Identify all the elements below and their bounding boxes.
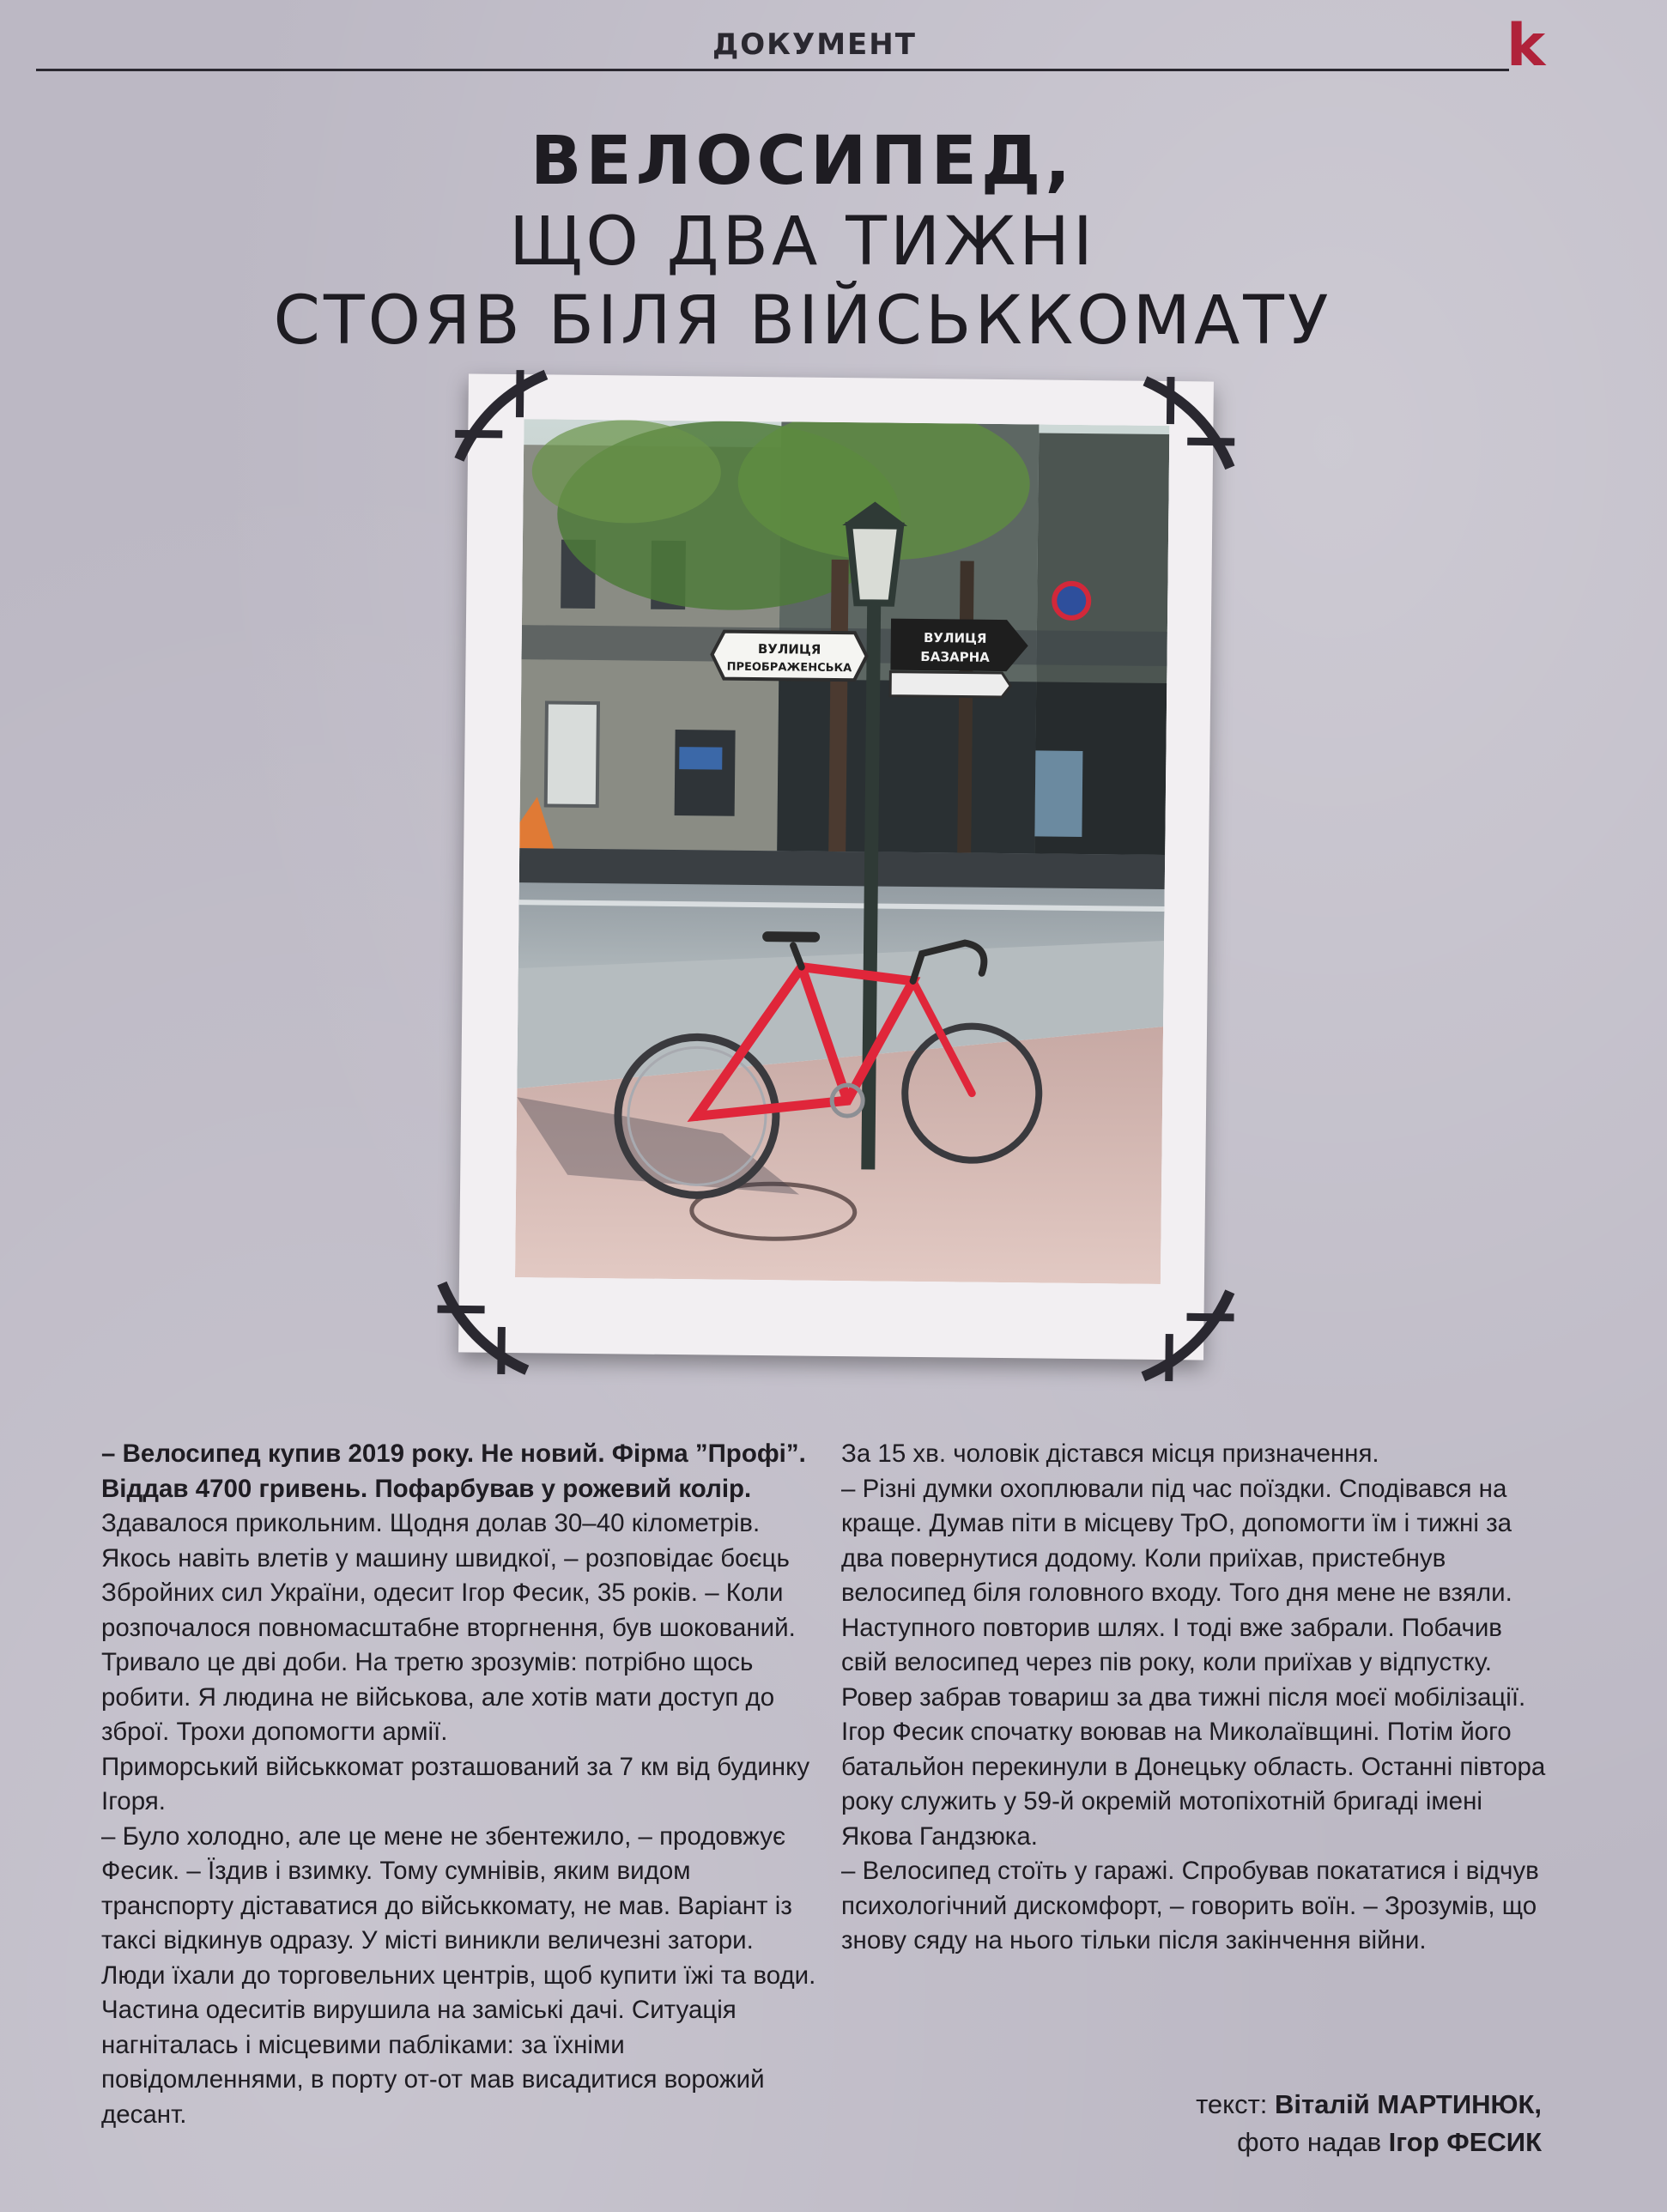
- photo-card: [458, 373, 1214, 1360]
- sign-left-line-1: ВУЛИЦЯ: [757, 641, 821, 658]
- paragraph: За 15 хв. чоловік дістався місця призначення.: [841, 1439, 1379, 1468]
- title-line-2: ЩО ДВА ТИЖНІ: [509, 203, 1096, 281]
- sign-left-line-2: ПРЕОБРАЖЕНСЬКА: [726, 660, 852, 676]
- article-column-left: [101, 1437, 824, 2132]
- header-rule: [36, 69, 1509, 71]
- brand-logo: k: [1506, 12, 1546, 80]
- paragraph: – Різні думки охоплювали під час поїздки. Сподівався на краще. Думав піти в місцеву ТрО, допомогти їм і тижні за два повернутися додому. Коли приїхав, пристебнув велосипед біля головного входу. Того дня мене не взяли. Наступного повторив шлях. І тоді вже забрали. Побачив свій велосипед через пів року, коли приїхав у відпустку. Ровер забрав товариш за два тижні після моєї мобілізації.: [841, 1474, 1526, 1712]
- street-photo-drawing: [515, 419, 1169, 1284]
- paragraph: – Було холодно, але це мене не збентежило, – продовжує Фесик. – Їздив і взимку. Тому сумнівів, яким видом транспорту діставатися до військкомату, не мав. Варіант із таксі відкинув одразу. У місті виникли величезні затори. Люди їхали до торговельних центрів, щоб купити їжі та води. Частина одеситів вирушила на заміські дачі. Ситуація нагніталась і місцевими пабліками: за їхніми повідомленнями, в порту от-от мав висадитися ворожий десант.: [101, 1821, 816, 2129]
- paragraph: – Велосипед стоїть у гаражі. Спробував покататися і відчув психологічний дискомфорт, – говорить воїн. – Зрозумів, що знову сяду на нього тільки після закінчення війни.: [841, 1857, 1539, 1954]
- street-lamp: [848, 525, 900, 603]
- section-label: ДОКУМЕНТ: [712, 27, 917, 62]
- photo-corner-bottom-right: [1109, 1256, 1240, 1386]
- text-credit-label: текст:: [1196, 2089, 1268, 2119]
- paragraph-lead: – Велосипед купив 2019 року. Не новий. Фірма ”Профі”. Віддав 4700 гривень. Пофарбував у рожевий колір.: [101, 1439, 806, 1503]
- sign-right-line-1: ВУЛИЦЯ: [923, 630, 987, 646]
- photo-credit-author: Ігор ФЕСИК: [1388, 2127, 1542, 2157]
- text-credit: [1196, 2086, 1542, 2124]
- title-line-3: СТОЯВ БІЛЯ ВІЙСЬККОМАТУ: [273, 282, 1332, 360]
- no-stopping-sign: [1054, 584, 1088, 618]
- street-photo: [515, 419, 1169, 1284]
- photo-credit: [1196, 2124, 1542, 2161]
- sign-right: [890, 619, 1028, 672]
- photo-corner-top-right: [1109, 372, 1240, 502]
- photo-corner-bottom-left: [433, 1249, 563, 1379]
- paragraph: Ігор Фесик спочатку воював на Миколаївщині. Потім його батальйон перекинули в Донецьку область. Останні півтора року служить у 59-й окремій мотопіхотній бригаді імені Якова Гандзюка.: [841, 1718, 1546, 1851]
- paragraph-text: Здавалося прикольним. Щодня долав 30–40 кілометрів. Якось навіть влетів у машину швидкої, – розповідає боєць Збройних сил України, одесит Ігор Фесик, 35 років. – Коли розпочалося повномасштабне вторгнення, був шокований. Тривало це дві доби. На третю зрозумів: потрібно щось робити. Я людина не військова, але хотів мати доступ до зброї. Трохи допомогти армії.: [101, 1509, 796, 1746]
- article-credits: [1196, 2086, 1542, 2161]
- text-credit-author: Віталій МАРТИНЮК,: [1275, 2089, 1542, 2119]
- photo-credit-label: фото надав: [1237, 2127, 1382, 2157]
- title-line-1: ВЕЛОСИПЕД,: [530, 123, 1075, 200]
- paragraph: [101, 1437, 824, 1750]
- photo-corner-top-left: [451, 365, 581, 495]
- article-title: [172, 120, 1434, 361]
- tree-trunk: [828, 560, 849, 869]
- sign-right-line-2: БАЗАРНА: [920, 649, 990, 665]
- paragraph: Приморський військкомат розташований за 7 км від будинку Ігоря.: [101, 1752, 810, 1815]
- article-column-right: [841, 1437, 1554, 1959]
- sign-left: [712, 631, 867, 680]
